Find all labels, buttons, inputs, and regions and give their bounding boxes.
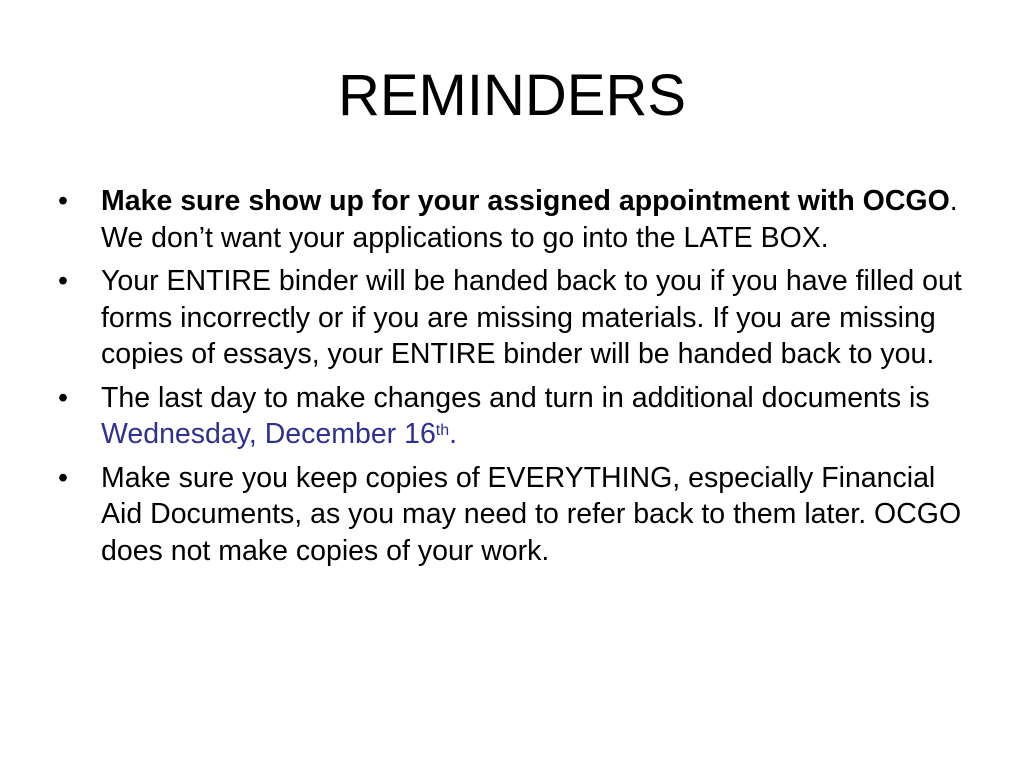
deadline-text: The last day to make changes and turn in additional documents is bbox=[101, 381, 930, 414]
binder-text: Your ENTIRE binder will be handed back to you if you have filled out forms incorrectly or if you are missing materials. If you are missing copies of essays, your ENTIRE binder will be handed back to you. bbox=[101, 265, 962, 370]
copies-text: Make sure you keep copies of EVERYTHING, especially Financial Aid Documents, as you may need to refer back to them later. OCGO does not make copies of your work. bbox=[101, 461, 962, 567]
deadline-date bbox=[101, 418, 457, 450]
list-item-binder bbox=[56, 263, 976, 373]
deadline-date-end: . bbox=[449, 418, 458, 450]
deadline-date-ordinal: th bbox=[435, 422, 450, 439]
reminders-list bbox=[56, 183, 976, 576]
bullet-icon: • bbox=[58, 265, 68, 297]
bullet-icon: • bbox=[58, 185, 68, 217]
slide-title: REMINDERS bbox=[337, 63, 687, 128]
appointment-emphasis: Make sure show up for your assigned appointment with OCGO bbox=[101, 185, 950, 217]
list-item-deadline bbox=[56, 380, 976, 453]
appointment-text: . We don’t want your applications to go into the LATE BOX. bbox=[101, 185, 958, 254]
deadline-date-text: Wednesday, December 16 bbox=[101, 418, 436, 450]
list-item-appointment bbox=[56, 183, 976, 256]
list-item-copies bbox=[56, 460, 976, 570]
bullet-icon: • bbox=[58, 381, 68, 414]
bullet-icon: • bbox=[58, 461, 68, 494]
